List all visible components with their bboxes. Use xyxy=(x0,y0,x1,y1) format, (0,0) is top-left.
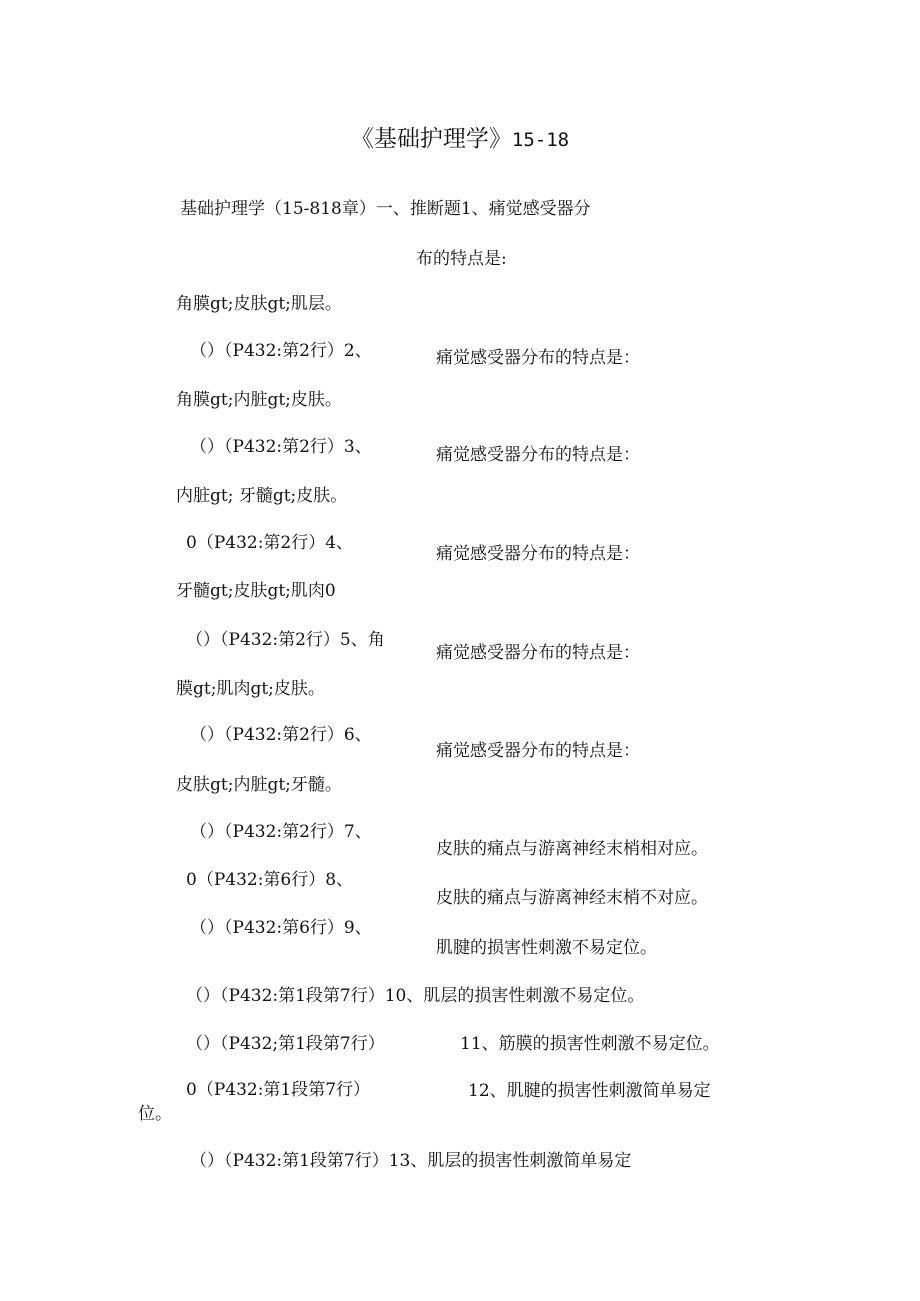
question-ref-2: （）（P432:第2行）2、 xyxy=(190,341,372,361)
question-text-12: 12、肌腱的损害性刺激简单易定 xyxy=(468,1081,711,1101)
answer-line-3: 内脏gt; 牙髓gt;皮肤。 xyxy=(176,486,348,506)
question-text-6: 痛觉感受器分布的特点是： xyxy=(436,741,640,761)
title-range: 15-18 xyxy=(511,129,570,151)
question-12-continuation: 位。 xyxy=(138,1104,172,1124)
intro-line-2: 布的特点是: xyxy=(416,249,507,269)
question-ref-12: 0（P432:第1段第7行） xyxy=(186,1080,371,1100)
answer-line-6: 皮肤gt;内脏gt;牙髓。 xyxy=(176,775,342,795)
answer-line-1: 角膜gt;皮肤gt;肌层。 xyxy=(176,294,342,314)
question-ref-6: （）（P432:第2行）6、 xyxy=(190,725,372,745)
question-ref-5: （）（P432:第2行）5、角 xyxy=(186,630,385,650)
question-text-7: 皮肤的痛点与游离神经末梢相对应。 xyxy=(436,839,708,859)
question-text-9: 肌腱的损害性刺激不易定位。 xyxy=(436,938,657,958)
question-ref-8: 0（P432:第6行）8、 xyxy=(186,870,354,890)
question-ref-7: （）（P432:第2行）7、 xyxy=(190,822,372,842)
question-text-3: 痛觉感受器分布的特点是： xyxy=(436,445,640,465)
answer-line-5: 膜gt;肌肉gt;皮肤。 xyxy=(176,679,325,699)
question-text-4: 痛觉感受器分布的特点是： xyxy=(436,544,640,564)
question-text-11: 11、筋膜的损害性刺激不易定位。 xyxy=(460,1034,720,1054)
intro-line-1: 基础护理学（15-818章）一、推断题1、痛觉感受器分 xyxy=(180,199,591,219)
question-ref-11: （）（P432;第1段第7行） xyxy=(186,1034,385,1054)
question-13: （）（P432:第1段第7行）13、肌层的损害性刺激简单易定 xyxy=(190,1151,632,1171)
question-10: （）（P432:第1段第7行）10、肌层的损害性刺激不易定位。 xyxy=(186,986,645,1006)
question-ref-4: 0（P432:第2行）4、 xyxy=(186,533,354,553)
answer-line-2: 角膜gt;内脏gt;皮肤。 xyxy=(176,390,342,410)
question-text-5: 痛觉感受器分布的特点是： xyxy=(436,643,640,663)
question-ref-9: （）（P432:第6行）9、 xyxy=(190,918,372,938)
question-ref-3: （）（P432:第2行）3、 xyxy=(190,437,372,457)
title-main: 《基础护理学》 xyxy=(350,126,512,152)
document-title xyxy=(0,124,920,155)
question-text-2: 痛觉感受器分布的特点是： xyxy=(436,348,640,368)
answer-line-4: 牙髓gt;皮肤gt;肌肉0 xyxy=(176,581,336,601)
question-text-8: 皮肤的痛点与游离神经末梢不对应。 xyxy=(436,888,708,908)
